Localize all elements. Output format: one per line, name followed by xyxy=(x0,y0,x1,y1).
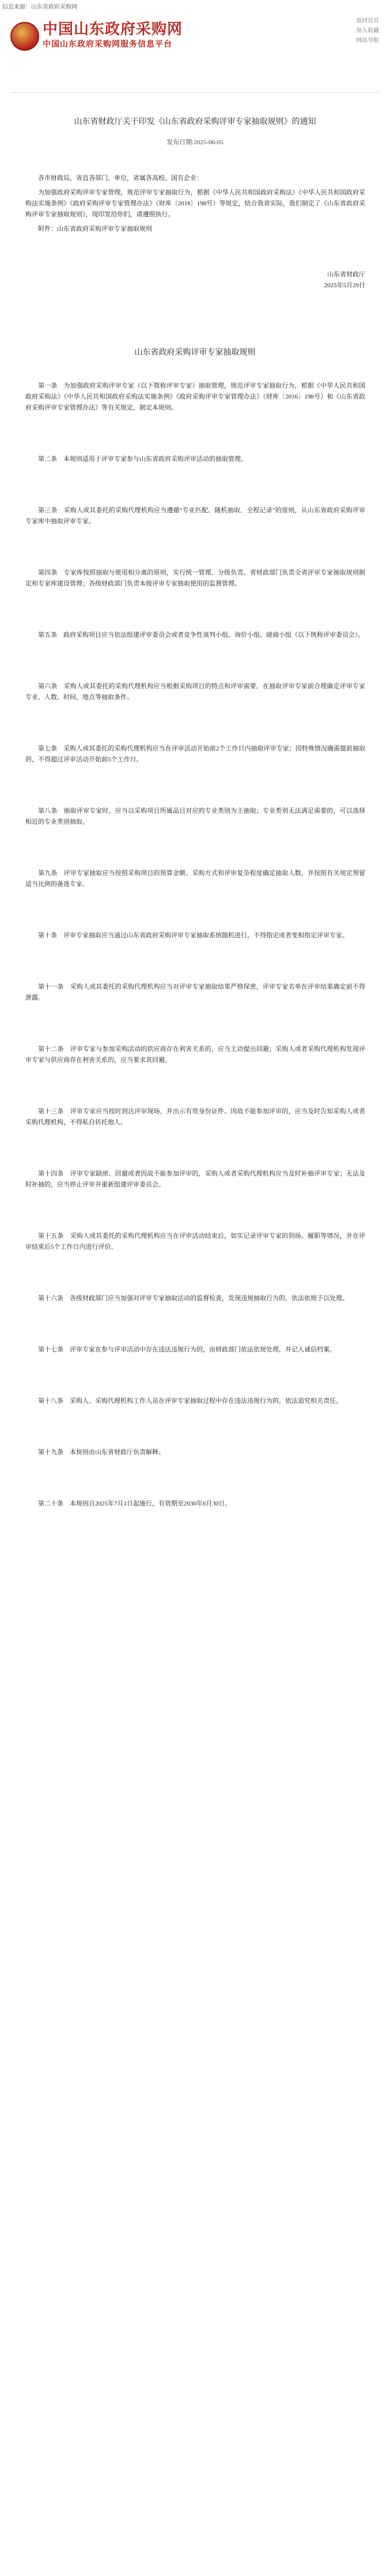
annex-article: 第十三条 评审专家应当按时到达评审现场，并出示有效身份证件。因故不能参加评审的，应当及时告知采购人或者采购代理机构，不得私自转托他人。 xyxy=(25,1108,365,1126)
source-bar xyxy=(0,0,390,10)
annex-article: 第十条 评审专家抽取应当通过山东省政府采购评审专家抽取系统随机进行，不得指定或者变相指定评审专家。 xyxy=(38,932,349,939)
publish-date: 发布日期:2025-06-05 xyxy=(166,139,224,146)
annex-article: 第六条 采购人或其委托的采购代理机构应当根据采购项目的特点和评审需要，在抽取评审专家前合理确定评审专家专业、人数、时间、地点等抽取条件。 xyxy=(25,683,365,701)
top-nav xyxy=(356,16,379,46)
annex-article: 第十一条 采购人或其委托的采购代理机构应当对评审专家抽取结果严格保密，评审专家名单在评审结果确定前不得泄露。 xyxy=(25,983,365,1001)
annex-article: 第二条 本规则适用于评审专家参与山东省政府采购评审活动的抽取管理。 xyxy=(38,456,247,463)
emblem-icon xyxy=(10,22,39,51)
annex-article: 第七条 采购人或其委托的采购代理机构应当在评审活动开始前2个工作日内抽取评审专家；因特殊情况确需提前抽取的，不得超过评审活动开始前5个工作日。 xyxy=(25,745,365,763)
notice-paragraph: 为加强政府采购评审专家管理，规范评审专家抽取行为，根据《中华人民共和国政府采购法》《中华人民共和国政府采购法实施条例》《政府采购评审专家管理办法》（财库〔2016〕198号）等规定，结合我省实际，我们制定了《山东省政府采购评审专家抽取规则》，现印发给你们，请遵照执行。 xyxy=(25,189,365,218)
site-subname: 中国山东政府采购网服务信息平台 xyxy=(43,40,172,49)
notice-paragraph: 各市财政局，省直各部门、单位，省属各高校、国有企业： xyxy=(38,175,203,182)
annex-article: 第十四条 评审专家缺席、回避或者因故不能参加评审的，采购人或者采购代理机构应当及时补抽评审专家；无法及时补抽的，应当停止评审并重新组建评审委员会。 xyxy=(25,1170,365,1188)
annex-article: 第一条 为加强政府采购评审专家（以下简称评审专家）抽取管理，规范评审专家抽取行为，根据《中华人民共和国政府采购法》《中华人民共和国政府采购法实施条例》《政府采购评审专家管理办法》（财库〔2016〕198号）和《山东省政府采购评审专家管理办法》等有关规定，制定本规则。 xyxy=(25,382,365,411)
nav-home-link[interactable]: 返回首页 xyxy=(356,18,379,24)
sign-date: 2025年5月29日 xyxy=(324,282,365,289)
annex-article: 第三条 采购人或其委托的采购代理机构应当遵循“专业匹配、随机抽取、全程记录”的原则，从山东省政府采购评审专家库中抽取评审专家。 xyxy=(25,507,365,525)
annex-article: 第十九条 本规则由山东省财政厅负责解释。 xyxy=(38,1449,165,1456)
notice-body xyxy=(25,173,365,291)
annex-article: 第十二条 评审专家与参加采购活动的供应商存在利害关系的，应当主动提出回避；采购人或者采购代理机构发现评审专家与供应商存在利害关系的，应当要求其回避。 xyxy=(25,1046,365,1064)
header-divider xyxy=(10,92,380,93)
annex-body xyxy=(25,381,365,1550)
annex-article: 第九条 评审专家抽取应当按照采购项目的预算金额、采购方式和评审复杂程度确定抽取人数，并按照有关规定预留适当比例的备选专家。 xyxy=(25,870,365,888)
annex-article: 第十八条 采购人、采购代理机构工作人员在评审专家抽取过程中存在违法违规行为的，依法追究相关责任。 xyxy=(38,1398,342,1405)
annex-article: 第十六条 各级财政部门应当加强对评审专家抽取活动的监督检查，发现违规抽取行为的，依法依规予以处理。 xyxy=(38,1295,349,1302)
annex-article: 第二十条 本规则自2025年7月1日起施行，有效期至2030年6月30日。 xyxy=(38,1500,232,1507)
site-logo[interactable] xyxy=(43,21,233,50)
page-title: 山东省财政厅关于印发《山东省政府采购评审专家抽取规则》的通知 xyxy=(74,118,316,126)
signer: 山东省财政厅 xyxy=(327,271,365,278)
annex-title: 山东省政府采购评审专家抽取规则 xyxy=(134,348,256,357)
annex-article: 第四条 专家库按照抽取与使用相分离的原则，实行统一管理、分级负责。省财政部门负责全省评审专家抽取规则制定和专家库建设管理；各级财政部门负责本级评审专家抽取使用的监督管理。 xyxy=(25,569,365,587)
attachment-line: 附件：山东省政府采购评审专家抽取规则 xyxy=(38,226,152,232)
annex-article: 第五条 政府采购项目应当依法组建评审委员会或者竞争性谈判小组、询价小组、磋商小组（以下统称评审委员会）。 xyxy=(38,632,365,639)
site-header xyxy=(10,16,379,58)
source-text: 信息来源：山东省政府采购网 xyxy=(2,4,77,10)
annex-article: 第八条 抽取评审专家时，应当以采购项目所属品目对应的专业类别为主抽取；专业类别无法满足需要的，可以选择相近的专业类别抽取。 xyxy=(25,808,365,825)
annex-article: 第十七条 评审专家在参与评审活动中存在违法违规行为的，由财政部门依法依规处理，并记入诚信档案。 xyxy=(38,1346,336,1353)
annex-article: 第十五条 采购人或其委托的采购代理机构应当在评审活动结束后，如实记录评审专家的到场、履职等情况，并在评审结束后5个工作日内进行评价。 xyxy=(25,1233,365,1251)
nav-sitemap-link[interactable]: 网站导航 xyxy=(356,37,379,44)
nav-bookmark-link[interactable]: 加入收藏 xyxy=(356,28,379,34)
site-name: 中国山东政府采购网 xyxy=(43,21,183,38)
